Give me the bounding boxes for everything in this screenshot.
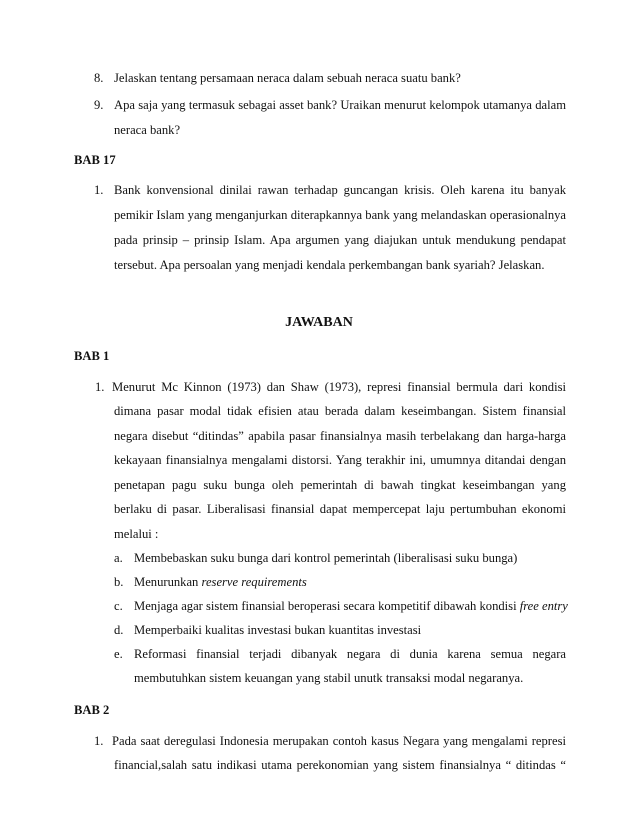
list-item-emphasis: reserve requirements [201,575,307,589]
answer-text: berlaku di pasar. Liberalisasi finansial dapat mempercepat laju pertumbuhan ekonomi [114,502,566,516]
question-number: 9. [94,98,104,112]
question-text: Apa saja yang termasuk sebagai asset bank? Uraikan menurut kelompok utamanya dalam [114,98,566,112]
list-item [134,574,307,590]
question-text: tersebut. Apa persoalan yang menjadi kendala perkembangan bank syariah? Jelaskan. [114,258,545,272]
page-title: JAWABAN [285,315,353,330]
list-item-text: Menjaga agar sistem finansial beroperasi secara kompetitif dibawah kondisi [134,599,517,613]
section-heading: BAB 17 [74,153,116,167]
answer-number: 1. [94,734,104,748]
answer-text: financial,salah satu indikasi utama perekonomian yang sistem finansialnya “ ditindas “ [114,758,566,772]
question-number: 1. [94,183,104,197]
answer-text: dimana pasar modal tidak efisien atau berada dalam keseimbangan. Sistem finansial [114,404,566,418]
question-text: pada prinsip – prinsip Islam. Apa argumen yang diajukan untuk mendukung pendapat [114,233,566,247]
list-letter: b. [114,575,124,589]
list-item-emphasis: free entry [519,599,568,613]
list-item: membutuhkan sistem keuangan yang stabil unutk transaksi modal negaranya. [134,671,524,685]
list-item [134,598,568,614]
answer-text: negara disebut “ditindas” apabila pasar finansialnya masih terbelakang dan harga-harga [114,429,566,443]
answer-text: Menurut Mc Kinnon (1973) dan Shaw (1973), represi finansial bermula dari kondisi [112,380,566,394]
list-item-text: Menurunkan [134,575,199,589]
question-text: Jelaskan tentang persamaan neraca dalam sebuah neraca suatu bank? [114,71,461,85]
section-heading: BAB 2 [74,703,110,717]
list-letter: e. [114,647,123,661]
list-item: Membebaskan suku bunga dari kontrol pemerintah (liberalisasi suku bunga) [134,551,518,565]
answer-text: penetapan pagu suku bunga oleh pemerintah di bawah tingkat keseimbangan yang [114,478,566,492]
answer-text: Pada saat deregulasi Indonesia merupakan contoh kasus Negara yang mengalami represi [112,734,566,748]
list-letter: a. [114,551,123,565]
list-letter: d. [114,623,124,637]
answer-text: melalui : [114,527,159,541]
list-letter: c. [114,599,123,613]
section-heading: BAB 1 [74,349,110,363]
answer-number: 1. [95,380,105,394]
answer-text: kekayaan finansialnya mengalami distorsi. Yang terakhir ini, umumnya ditandai dengan [114,453,566,467]
question-text: Bank konvensional dinilai rawan terhadap guncangan krisis. Oleh karena itu banyak [114,183,566,197]
question-number: 8. [94,71,104,85]
question-text: pemikir Islam yang menganjurkan diterapkannya bank yang melandaskan operasionalnya [114,208,566,222]
list-item: Memperbaiki kualitas investasi bukan kuantitas investasi [134,623,422,637]
list-item: Reformasi finansial terjadi dibanyak negara di dunia karena semua negara [134,647,566,661]
question-text: neraca bank? [114,123,181,137]
